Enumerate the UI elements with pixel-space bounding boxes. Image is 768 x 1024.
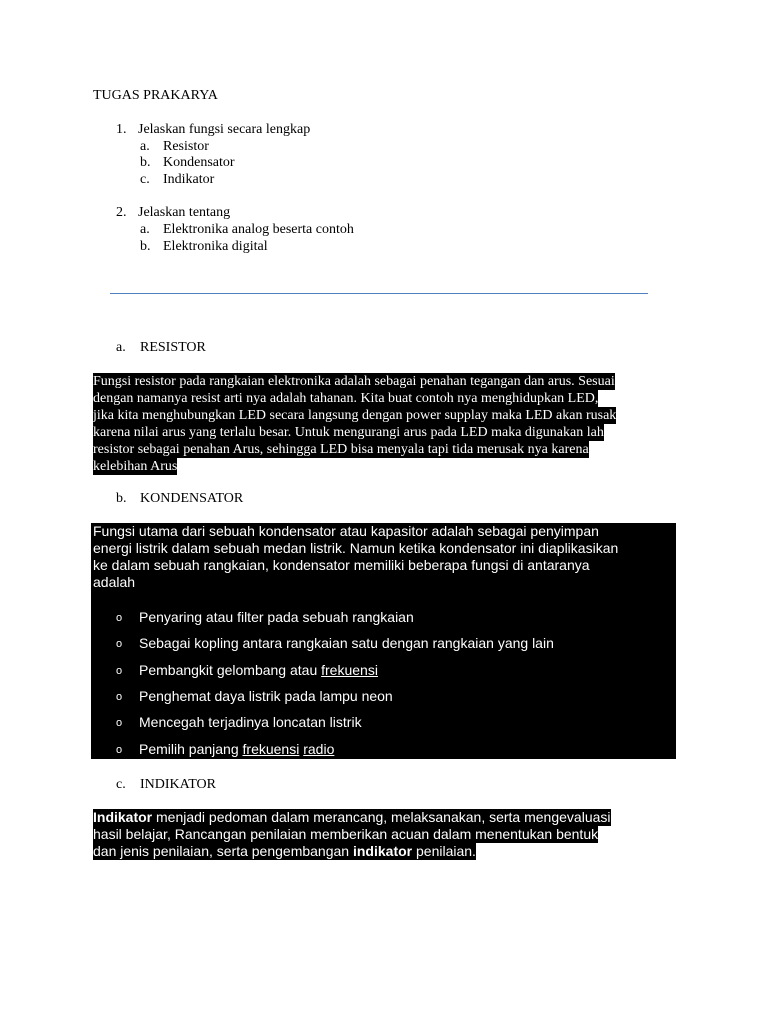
resistor-line: dengan namanya resist arti nya adalah tahanan. Kita buat contoh nya menghidupkan LED,	[93, 391, 599, 406]
bullet-text: Sebagai kopling antara rangkaian satu dengan rangkaian yang lain	[139, 635, 554, 651]
question-2b-text: Elektronika digital	[163, 239, 268, 254]
kondensator-block	[91, 523, 676, 759]
resistor-letter: a.	[116, 340, 126, 355]
bullet-icon: o	[116, 638, 123, 650]
resistor-line: resistor sebagai penahan Arus, sehingga LED bisa menyala tapi tida merusak nya karena	[93, 442, 589, 457]
kondensator-line: Fungsi utama dari sebuah kondensator atau kapasitor adalah sebagai penyimpan	[93, 523, 599, 539]
question-2-text: Jelaskan tentang	[138, 205, 231, 220]
question-1a-letter: a.	[140, 139, 150, 154]
frekuensi-link[interactable]: frekuensi	[242, 741, 300, 757]
bullet-text: Pembangkit gelombang atau	[139, 662, 322, 678]
bullet-text: Penyaring atau filter pada sebuah rangkaian	[139, 609, 414, 625]
radio-link[interactable]: radio	[303, 741, 335, 757]
bullet-icon: o	[116, 691, 123, 703]
indikator-line-text: menjadi pedoman dalam merancang, melaksanakan, serta mengevaluasi	[152, 809, 611, 825]
indikator-line-text: dan jenis penilaian, serta pengembangan	[93, 843, 353, 859]
indikator-bold-term: Indikator	[93, 809, 153, 825]
question-1c-letter: c.	[140, 172, 150, 187]
question-1b-letter: b.	[140, 155, 151, 170]
bullet-text: Pemilih panjang	[139, 741, 243, 757]
bullet-icon: o	[116, 612, 123, 624]
bullet-icon: o	[116, 744, 123, 756]
indikator-line-text: penilaian.	[412, 843, 476, 859]
question-1b-text: Kondensator	[163, 155, 235, 170]
kondensator-letter: b.	[116, 491, 127, 506]
question-1a-text: Resistor	[163, 139, 209, 154]
kondensator-line: ke dalam sebuah rangkaian, kondensator memiliki beberapa fungsi di antaranya	[93, 557, 590, 573]
bullet-text: Penghemat daya listrik pada lampu neon	[139, 688, 393, 704]
resistor-line: jika kita menghubungkan LED secara langsung dengan power supplay maka LED akan rusak	[93, 408, 617, 423]
indikator-heading: INDIKATOR	[140, 777, 216, 792]
indikator-bold-term: indikator	[352, 843, 413, 859]
question-2b-letter: b.	[140, 239, 151, 254]
question-2a-letter: a.	[140, 222, 150, 237]
question-1c-text: Indikator	[163, 172, 215, 187]
bullet-text: Mencegah terjadinya loncatan listrik	[139, 714, 362, 730]
frekuensi-link[interactable]: frekuensi	[321, 662, 378, 678]
resistor-line: karena nilai arus yang terlalu besar. Untuk mengurangi arus pada LED maka digunakan lah	[93, 425, 604, 440]
resistor-line: Fungsi resistor pada rangkaian elektronika adalah sebagai penahan tegangan dan arus. Sesuai	[93, 374, 615, 389]
indikator-line: hasil belajar, Rancangan penilaian memberikan acuan dalam menentukan bentuk	[93, 826, 599, 842]
indikator-line	[93, 843, 476, 860]
bullet-icon: o	[116, 665, 123, 677]
section-divider	[110, 293, 648, 294]
question-2a-text: Elektronika analog beserta contoh	[163, 222, 354, 237]
question-2-number: 2.	[116, 205, 127, 220]
resistor-line: kelebihan Arus	[93, 459, 178, 474]
resistor-heading: RESISTOR	[140, 340, 206, 355]
question-1-text: Jelaskan fungsi secara lengkap	[138, 122, 311, 137]
question-1-number: 1.	[116, 122, 127, 137]
kondensator-heading: KONDENSATOR	[140, 491, 244, 506]
indikator-line	[93, 809, 611, 826]
document-title: TUGAS PRAKARYA	[93, 88, 218, 103]
kondensator-line: adalah	[93, 574, 136, 590]
kondensator-line: energi listrik dalam sebuah medan listrik. Namun ketika kondensator ini diaplikasikan	[93, 540, 619, 556]
bullet-icon: o	[116, 717, 123, 729]
indikator-letter: c.	[116, 777, 126, 792]
